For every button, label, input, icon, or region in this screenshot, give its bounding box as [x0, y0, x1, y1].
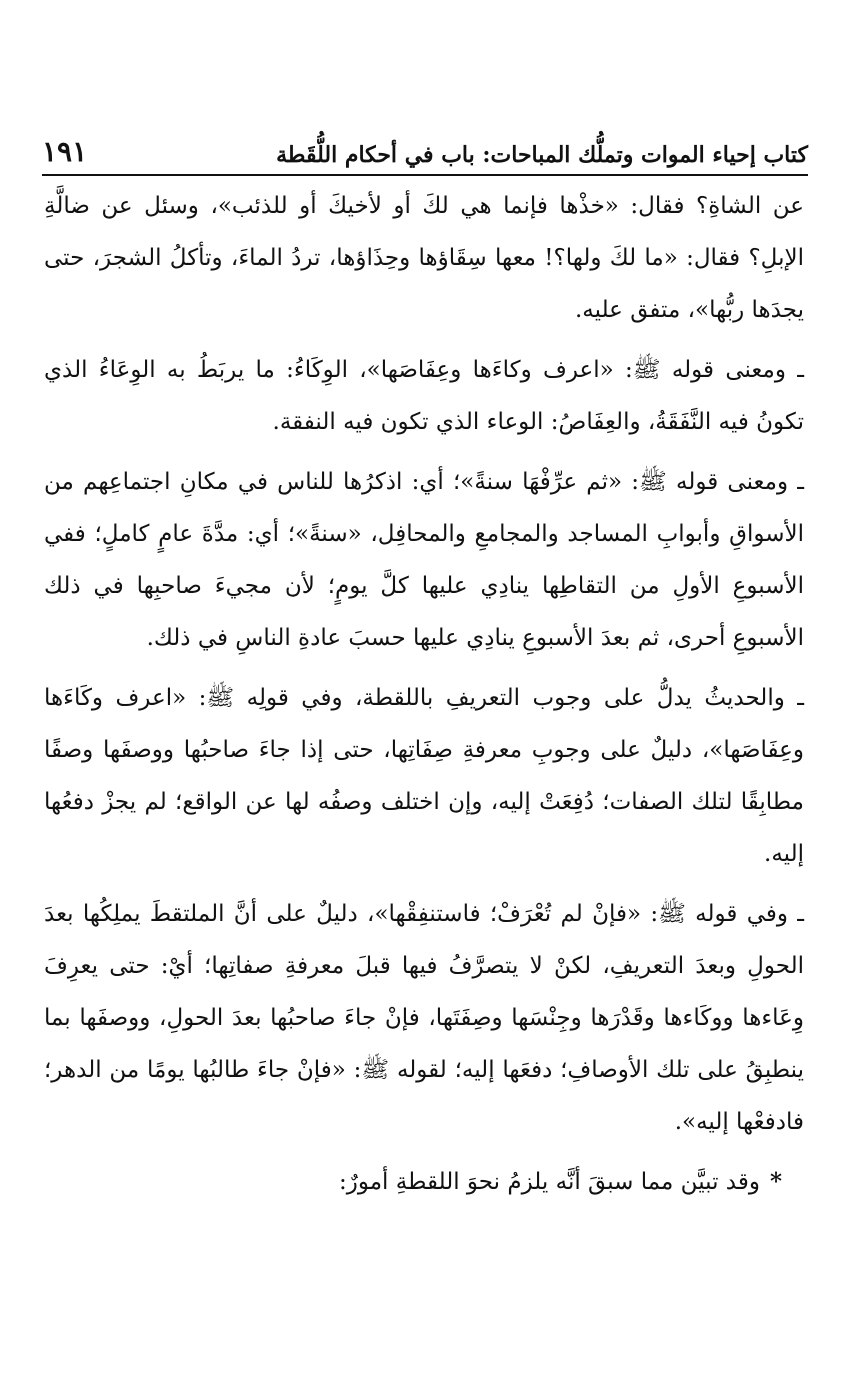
page-header [42, 124, 808, 176]
closing-line [44, 1156, 804, 1208]
page-body [44, 180, 804, 1216]
paragraph-announcement-obligation: ـ والحديثُ يدلُّ على وجوب التعريفِ باللقطة، وفي قولِه ﷺ: «اعرف وكَاءَها وعِفَاصَها»، دليلٌ على وجوبِ معرفةِ صِفَاتِها، حتى إذا جاءَ صاحبُها ووصفَها وصفًا مطابِقًا لتلك الصفات؛ دُفِعَتْ إليه، وإن اختلف وصفُه لها عن الواقع؛ لم يجزْ دفعُها إليه. [44, 685, 804, 867]
closing-text: وقد تبيَّن مما سبقَ أنَّه يلزمُ نحوَ اللقطةِ أمورٌ: [339, 1169, 760, 1195]
paragraph-ownership-after-year: ـ وفي قوله ﷺ: «فإنْ لم تُعْرَفْ؛ فاستنفِقْها»، دليلٌ على أنَّ الملتقطَ يملِكُها بعدَ الحولِ وبعدَ التعريفِ، لكنْ لا يتصرَّفُ فيها قبلَ معرفةِ صفاتِها؛ أيْ: حتى يعرِفَ وِعَاءها ووكَاءها وقَدْرَها وجِنْسَها وصِفَتَها، فإنْ جاءَ صاحبُها بعدَ الحولِ، ووصفَها بما ينطبِقُ على تلك الأوصافِ؛ دفعَها إليه؛ لقوله ﷺ: «فإنْ جاءَ طالبُها يومًا من الدهر؛ فادفعْها إليه». [44, 901, 804, 1135]
running-title: كتاب إحياء الموات وتملُّك المباحات: باب في أحكام اللُّقَطة [276, 142, 808, 168]
paragraph-hadith-continuation: عن الشاةِ؟ فقال: «خذْها فإنما هي لكَ أو لأخيكَ أو للذئب»، وسئل عن ضالَّةِ الإبلِ؟ فقال: «ما لكَ ولها؟! معها سِقَاؤها وحِذَاؤها، تردُ الماءَ، وتأكلُ الشجرَ، حتى يجدَها ربُّها»، متفق عليه. [44, 193, 804, 323]
paragraph-wika-meaning: ـ ومعنى قوله ﷺ: «اعرف وكاءَها وعِفَاصَها»، الوِكَاءُ: ما يربَطُ به الوِعَاءُ الذي تكونُ فيه النَّفَقَةُ، والعِفَاصُ: الوعاء الذي تكون فيه النفقة. [44, 357, 804, 435]
asterisk-marker: * [769, 1168, 782, 1195]
page-number: ١٩١ [42, 135, 88, 168]
paragraph-announce-year: ـ ومعنى قوله ﷺ: «ثم عرِّفْهَا سنةً»؛ أي: اذكرُها للناس في مكانِ اجتماعِهم من الأسواقِ وأبوابِ المساجد والمجامعِ والمحافِل، «سنةً»؛ أي: مدَّةَ عامٍ كاملٍ؛ ففي الأسبوعِ الأولِ من التقاطِها ينادِي عليها كلَّ يومٍ؛ لأن مجيءَ صاحبِها في ذلك الأسبوعِ أحرى، ثم بعدَ الأسبوعِ ينادِي عليها حسبَ عادةِ الناسِ في ذلك. [44, 469, 804, 651]
